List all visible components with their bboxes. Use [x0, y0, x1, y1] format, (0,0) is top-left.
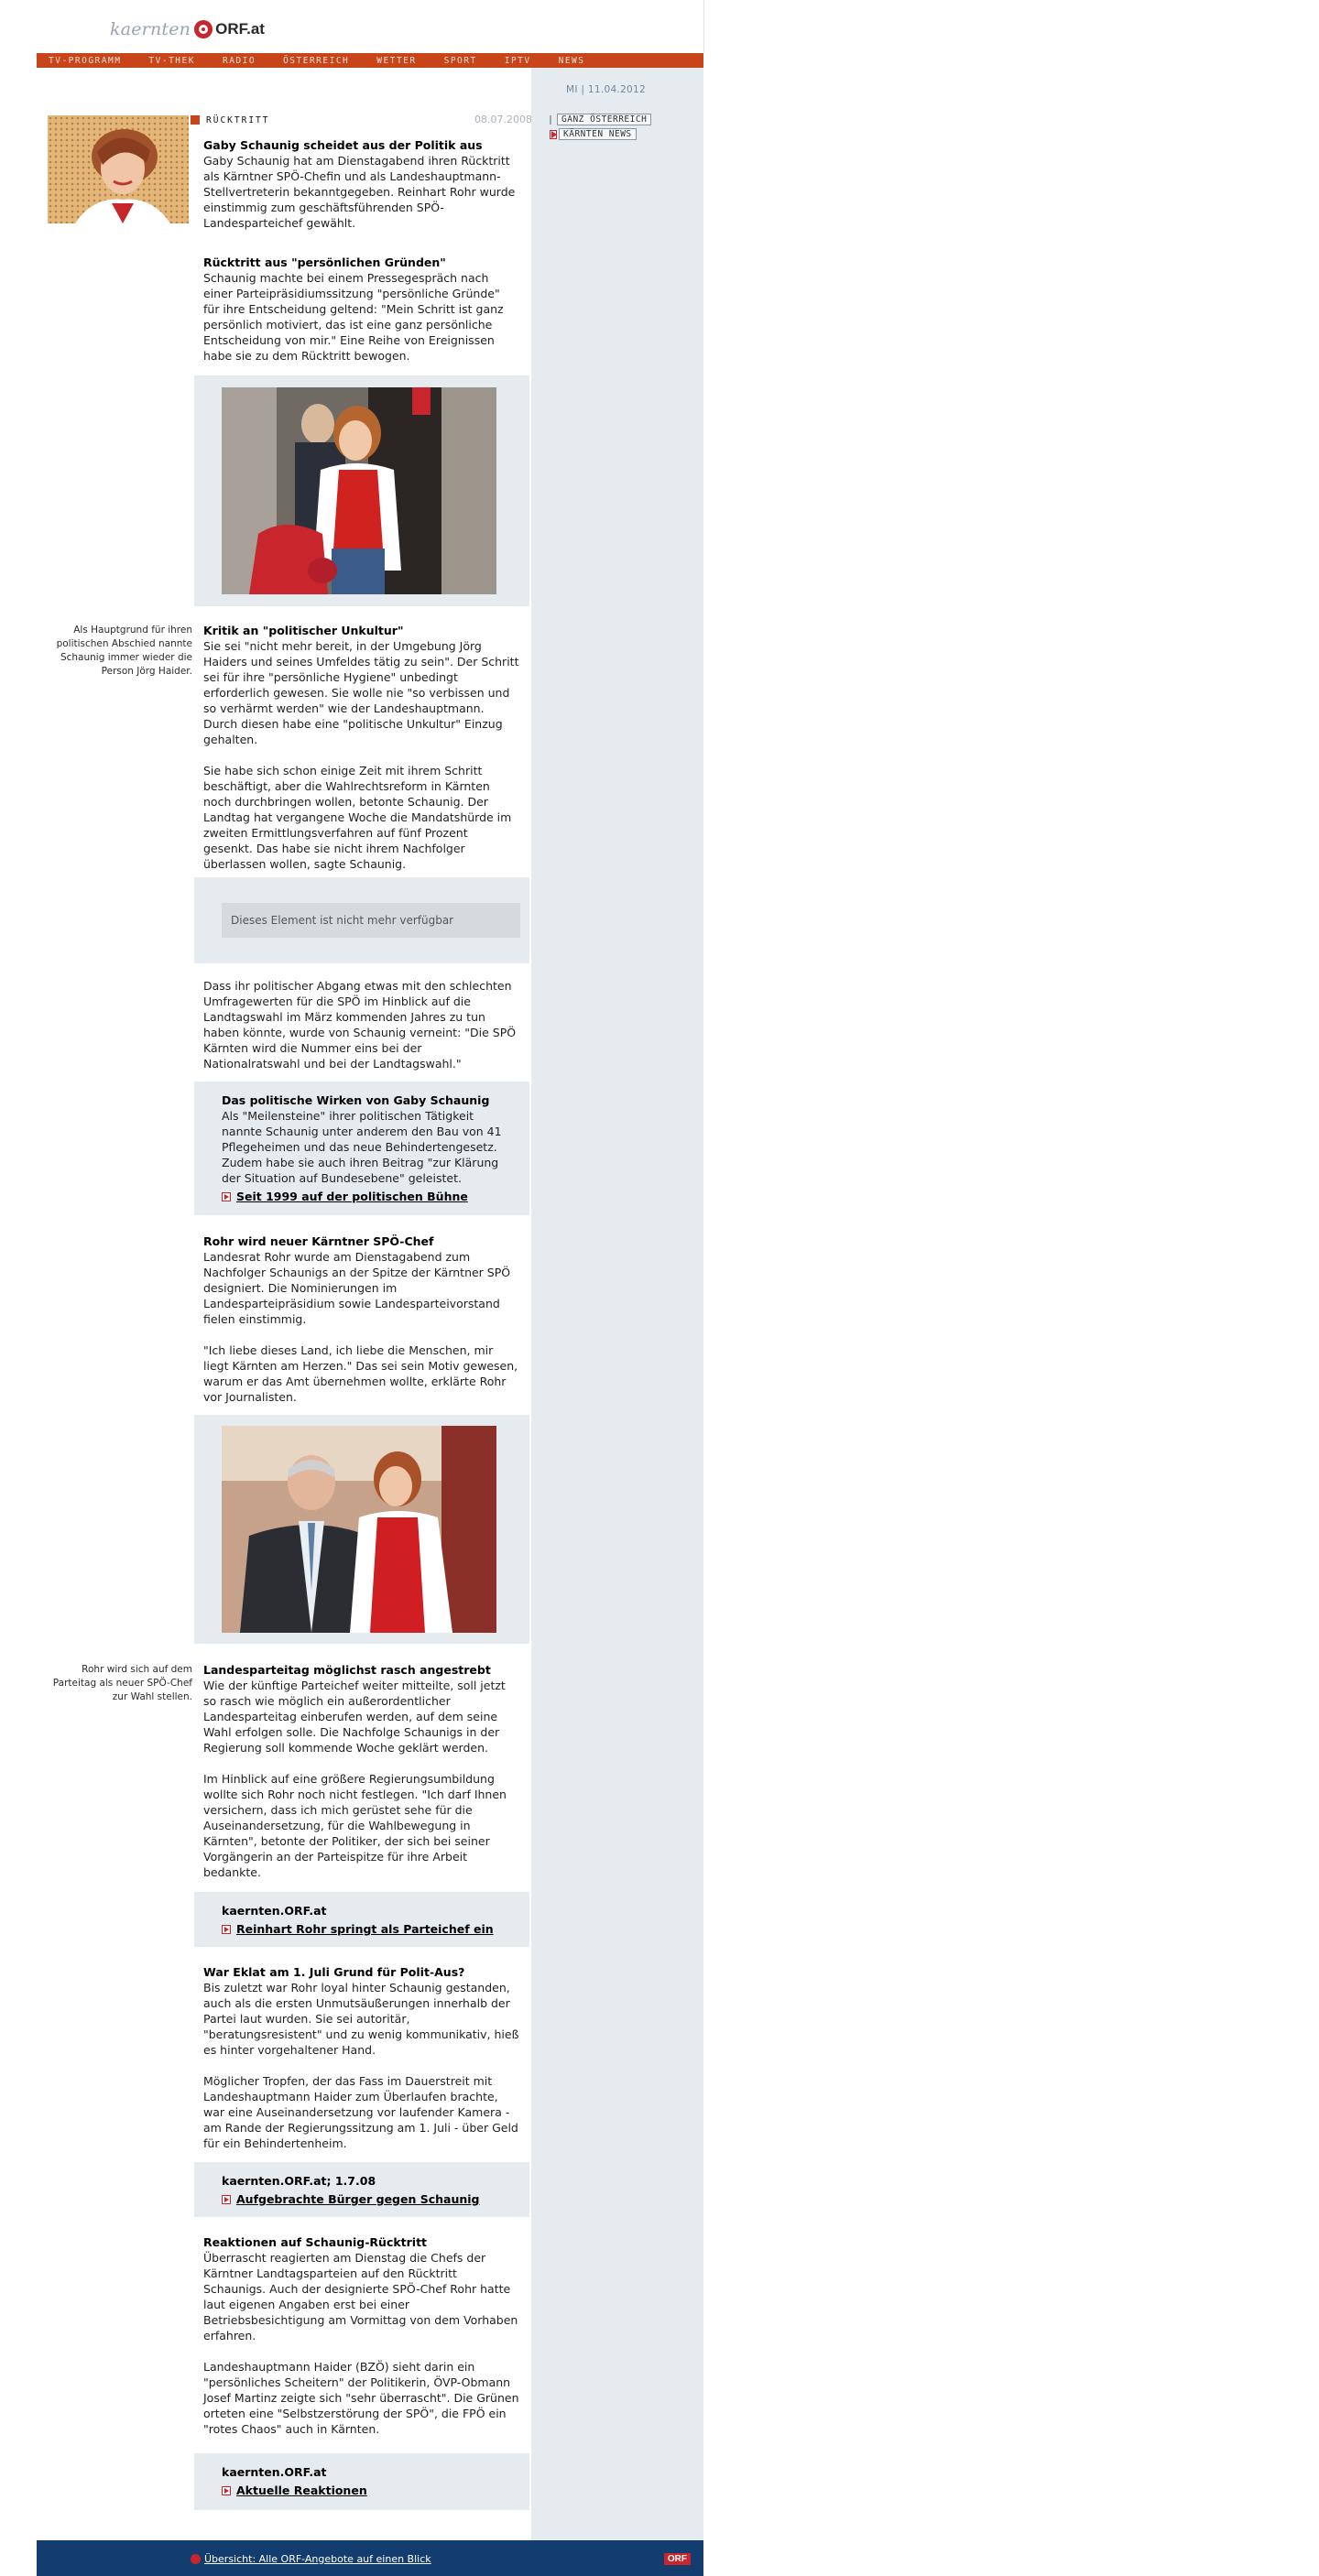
arrow-right-icon — [222, 1192, 231, 1201]
link-aktuelle-reaktionen[interactable] — [222, 2483, 515, 2498]
section-marker-icon — [191, 115, 200, 125]
section-eklat — [203, 1964, 519, 2151]
nav-sport[interactable]: SPORT — [443, 55, 477, 66]
section-umfragewerte — [203, 978, 519, 1071]
section-rohr-neuer-chef — [203, 1234, 519, 1405]
kaernten-news-label: KÄRNTEN NEWS — [559, 128, 637, 140]
nav-oesterreich[interactable]: ÖSTERREICH — [283, 55, 350, 66]
section-text: Landeshauptmann Haider (BZÖ) sieht darin ein "persönliches Scheitern" der Politikerin, ÖVP-Obmann Josef Martinz zeigte sich "sehr überrascht". Die Grünen orteten eine "Selbstzerstörung der SPÖ", die FPÖ ein "rotes Chaos" auch in Kärnten. — [203, 2360, 519, 2436]
publish-date: 08.07.2008 — [474, 114, 532, 125]
logo-orf-text: ORF.at — [215, 20, 265, 38]
article-lead: Gaby Schaunig hat am Dienstagabend ihren Rücktritt als Kärntner SPÖ-Chefin und als Landeshauptmann-Stellvertreterin bekanntgegeben. Reinhart Rohr wurde einstimmig zum geschäftsführenden SPÖ-Landesparteichef gewählt. — [203, 154, 516, 230]
section-heading: Rücktritt aus "persönlichen Gründen" — [203, 255, 446, 269]
section-persoenliche-gruende — [203, 255, 519, 364]
arrow-right-icon — [222, 2486, 231, 2495]
section-text: Bis zuletzt war Rohr loyal hinter Schaunig gestanden, auch als die ersten Unmutsäußerungen innerhalb der Partei laut wurden. Sie sei autoritär, "beratungsresistent" und zu wenig kommunikativ, hieß es hinter vorgehaltener Hand. — [203, 1981, 519, 2057]
arrow-right-icon — [222, 1925, 231, 1934]
section-heading: War Eklat am 1. Juli Grund für Polit-Aus? — [203, 1965, 465, 1979]
link-rohr-parteichef[interactable] — [222, 1921, 515, 1937]
section-reaktionen — [203, 2234, 519, 2437]
section-landesparteitag — [203, 1662, 519, 1880]
info-box-title: Das politische Wirken von Gaby Schaunig — [222, 1093, 490, 1107]
kaernten-news-button[interactable] — [550, 128, 637, 140]
section-text: Sie habe sich schon einige Zeit mit ihrem Schritt beschäftigt, aber die Wahlrechtsreform in Kärnten noch durchbringen wollen, betonte Schaunig. Der Landtag hat vergangene Woche die Mandatshürde im zweiten Ermittlungsverfahren auf fünf Prozent gesenkt. Das habe sie nicht ihrem Nachfolger überlassen wollen, sagte Schaunig. — [203, 764, 512, 871]
link-label: Reinhart Rohr springt als Parteichef ein — [236, 1922, 494, 1936]
photo-box-1 — [194, 375, 529, 606]
section-text: Möglicher Tropfen, der das Fass im Dauerstreit mit Landeshauptmann Haider zum Überlaufen brachte, war eine Auseinandersetzung vor laufender Kamera - am Rande der Regierungssitzung am 1. Juli - über Geld für ein Behindertenheim. — [203, 2074, 518, 2150]
photo-caption-2: Rohr wird sich auf dem Parteitag als neuer SPÖ-Chef zur Wahl stellen. — [52, 1664, 192, 1702]
section-text: Überrascht reagierten am Dienstag die Chefs der Kärntner Landtagsparteien auf den Rücktritt Schaunigs. Auch der designierte SPÖ-Chef Rohr hatte laut eigenen Angaben erst bei einer Betriebsbesichtigung am Vormittag von dem Vorhaben erfahren. — [203, 2251, 518, 2342]
unavailable-element — [222, 903, 520, 938]
section-text: Dass ihr politischer Abgang etwas mit den schlechten Umfragewerten für die SPÖ im Hinblick auf die Landtagswahl im März kommenden Jahres zu tun haben könnte, wurde von Schaunig verneint: "Die SPÖ Kärnten wird die Nummer eins bei der Nationalratswahl und bei der Landtagswahl." — [203, 979, 517, 1071]
site-footer — [37, 2540, 703, 2576]
arrow-right-icon — [550, 130, 557, 139]
nav-news[interactable]: NEWS — [558, 55, 585, 66]
marker-icon — [550, 115, 555, 125]
schaunig-leaving-photo — [222, 387, 496, 594]
nav-wetter[interactable]: WETTER — [376, 55, 417, 66]
site-header — [37, 0, 704, 53]
section-heading: Reaktionen auf Schaunig-Rücktritt — [203, 2235, 428, 2249]
nav-iptv[interactable]: IPTV — [504, 55, 531, 66]
main-nav — [37, 53, 703, 68]
orf-footer-logo[interactable]: ORF — [664, 2553, 691, 2565]
article-title: Gaby Schaunig scheidet aus der Politik aus — [203, 138, 483, 152]
section-text: Landesrat Rohr wurde am Dienstagabend zum Nachfolger Schaunigs an der Spitze der Kärntner SPÖ designiert. Die Nominierungen im Landesparteipräsidium sowie Landesparteivorstand fielen einstimmig. — [203, 1250, 511, 1326]
info-box-title: kaernten.ORF.at — [222, 1904, 327, 1918]
footer-overview-link[interactable] — [191, 2553, 431, 2565]
page — [37, 0, 703, 2576]
info-box-text: Als "Meilensteine" ihrer politischen Tätigkeit nannte Schaunig unter anderem den Bau von 41 Pflegeheimen und das neue Behindertengesetz. Zudem habe sie auch ihren Beitrag "zur Klärung der Situation auf Bundesebene" geleistet. — [222, 1109, 502, 1185]
orf-eye-icon — [191, 2554, 201, 2564]
site-logo[interactable] — [110, 16, 265, 42]
section-text: Wie der künftige Parteichef weiter mitteilte, soll jetzt so rasch wie möglich ein außerordentlicher Landesparteitag einberufen werden, auf dem seine Wahl erfolgen solle. Die Nachfolge Schaunigs in der Regierung soll kommende Woche geklärt werden. — [203, 1679, 506, 1755]
section-heading: Kritik an "politischer Unkultur" — [203, 624, 404, 637]
info-box-title: kaernten.ORF.at; 1.7.08 — [222, 2174, 376, 2188]
section-label: RÜCKTRITT — [206, 115, 270, 125]
link-label: Seit 1999 auf der politischen Bühne — [236, 1190, 468, 1203]
ganz-oesterreich-button[interactable] — [550, 114, 651, 125]
section-text: Sie sei "nicht mehr bereit, in der Umgebung Jörg Haiders und seines Umfeldes tätig zu sein". Der Schritt sei für ihre "persönliche Hygiene" unbedingt erforderlich gewesen. Sie wolle nie "so verbissen und so verhärmt werden" wie der Landeshauptmann. Durch diesen habe eine "politische Unkultur" Einzug gehalten. — [203, 639, 519, 746]
unavailable-text: Dieses Element ist nicht mehr verfügbar — [231, 914, 454, 927]
section-text: Schaunig machte bei einem Pressegespräch nach einer Parteipräsidiumssitzung "persönliche Gründe" für ihre Entscheidung geltend: "Mein Schritt ist ganz persönlich motiviert, das ist eine ganz persönliche Entscheidung von mir." Eine Reihe von Ereignissen habe sie zu dem Rücktritt bewogen. — [203, 271, 504, 363]
section-text: Im Hinblick auf eine größere Regierungsumbildung wollte sich Rohr noch nicht festlegen. "Ich darf Ihnen versichern, dass ich mich gerüstet sehe für die Auseinandersetzung, für die Wahlbewegung in Kärnten", betonte der Politiker, der sich bei seiner Vorgängerin an der Parteispitze für ihre Arbeit bedankte. — [203, 1772, 507, 1879]
link-label: Aufgebrachte Bürger gegen Schaunig — [236, 2192, 480, 2206]
info-box-title: kaernten.ORF.at — [222, 2465, 327, 2479]
section-text: "Ich liebe dieses Land, ich liebe die Menschen, mir liegt Kärnten am Herzen." Das sei sein Motiv gewesen, warum er das Amt übernehmen wollte, erklärte Rohr vor Journalisten. — [203, 1343, 518, 1404]
section-heading: Rohr wird neuer Kärntner SPÖ-Chef — [203, 1234, 434, 1248]
schaunig-portrait-image — [48, 115, 189, 223]
rohr-schaunig-photo — [222, 1426, 496, 1633]
info-box-reaktionen — [194, 2453, 529, 2510]
photo-box-2 — [194, 1415, 529, 1644]
right-sidebar — [531, 68, 703, 2540]
link-aufgebrachte-buerger[interactable] — [222, 2191, 515, 2207]
article-intro — [203, 137, 519, 231]
ganz-oesterreich-label: GANZ ÖSTERREICH — [557, 114, 651, 125]
nav-radio[interactable]: RADIO — [222, 55, 256, 66]
photo-caption-1: Als Hauptgrund für ihren politischen Abschied nannte Schaunig immer wieder die Person Jörg Haider. — [56, 625, 192, 677]
section-heading: Landesparteitag möglichst rasch angestrebt — [203, 1663, 491, 1677]
arrow-right-icon — [222, 2195, 231, 2204]
orf-eye-icon — [194, 20, 213, 38]
nav-tv-programm[interactable]: TV-PROGRAMM — [49, 55, 122, 66]
link-seit-1999[interactable] — [222, 1189, 515, 1204]
info-box-parteichef — [194, 1892, 529, 1947]
nav-tv-thek[interactable]: TV-THEK — [148, 55, 195, 66]
link-label: Aktuelle Reaktionen — [236, 2484, 367, 2497]
logo-region-text: kaernten — [110, 19, 191, 39]
footer-link-label: Übersicht: Alle ORF-Angebote auf einen Blick — [204, 2553, 431, 2565]
current-date: MI | 11.04.2012 — [566, 84, 646, 95]
info-box-politisches-wirken — [194, 1081, 529, 1215]
section-politische-unkultur — [203, 623, 519, 872]
info-box-buerger — [194, 2162, 529, 2217]
